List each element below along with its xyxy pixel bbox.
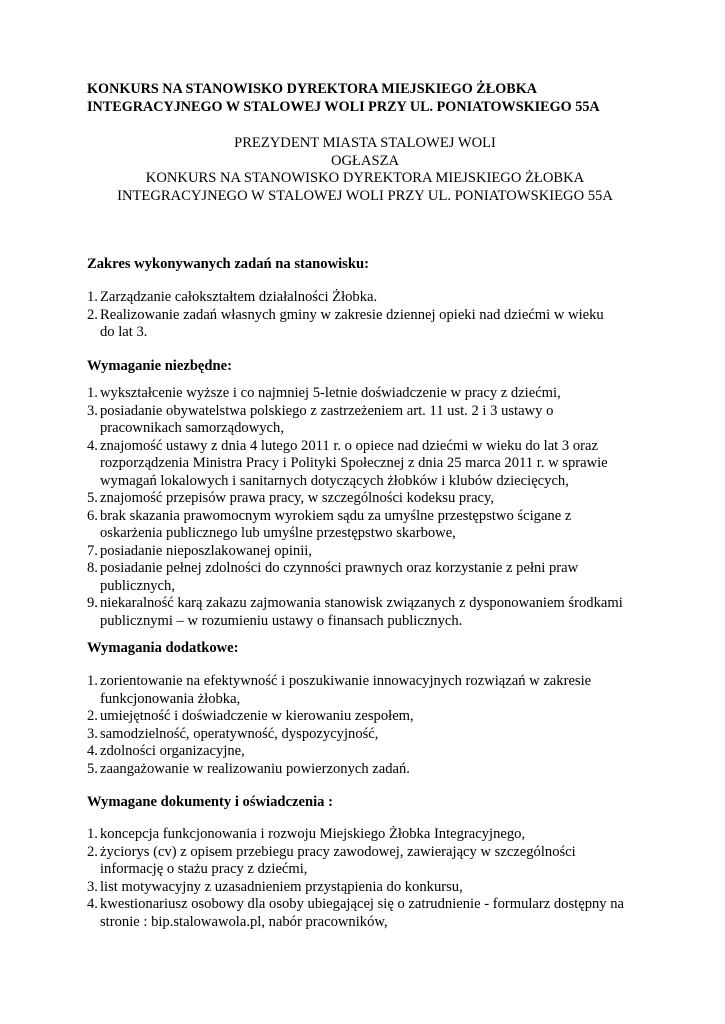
list-item-line: publicznymi – w rozumieniu ustawy o finansach publicznych. xyxy=(100,612,463,629)
list-item-line: umiejętność i doświadczenie w kierowaniu zespołem, xyxy=(100,708,414,724)
list-item-number: 5. xyxy=(87,760,98,777)
announcement-line-2: OGŁASZA xyxy=(330,152,400,169)
list-item-line: niekaralność karą zakazu zajmowania stanowisk związanych z dysponowaniem środkami xyxy=(100,595,623,611)
list-item xyxy=(87,595,647,630)
list-item-text xyxy=(100,543,647,561)
list-item xyxy=(87,289,647,307)
list-item xyxy=(87,673,647,708)
list-item-line: koncepcja funkcjonowania i rozwoju Miejskiego Żłobka Integracyjnego, xyxy=(100,826,526,842)
list-item-number: 4. xyxy=(87,437,98,454)
list-item-text xyxy=(100,490,647,508)
announcement-line-4: INTEGRACYJNEGO W STALOWEJ WOLI PRZY UL. PONIATOWSKIEGO 55A xyxy=(117,187,613,204)
list-item-line: stronie : bip.stalowawola.pl, nabór pracowników, xyxy=(100,913,388,930)
list-item-line: publicznych, xyxy=(100,577,175,594)
list-item-text xyxy=(100,844,647,879)
list-item xyxy=(87,307,647,342)
list-item-text xyxy=(100,438,647,491)
list-item-line: posiadanie obywatelstwa polskiego z zastrzeżeniem art. 11 ust. 2 i 3 ustawy o xyxy=(100,402,554,419)
list-item-line: funkcjonowania żłobka, xyxy=(100,690,241,707)
title-line-2: INTEGRACYJNEGO W STALOWEJ WOLI PRZY UL. PONIATOWSKIEGO 55A xyxy=(87,99,600,115)
list-item-number: 2. xyxy=(87,306,98,323)
list-item-text xyxy=(100,385,647,403)
list-niezbedne xyxy=(87,385,647,630)
list-item-text xyxy=(100,761,647,779)
section-heading-dodatkowe: Wymagania dodatkowe: xyxy=(87,640,239,656)
list-item xyxy=(87,385,647,403)
list-item-text xyxy=(100,826,647,844)
list-item xyxy=(87,826,647,844)
list-item-line: zdolności organizacyjne, xyxy=(100,743,245,759)
list-item-line: informację o stażu pracy z dziećmi, xyxy=(100,861,308,877)
title-line-1: KONKURS NA STANOWISKO DYREKTORA MIEJSKIEGO ŻŁOBKA xyxy=(87,81,538,97)
list-item-text xyxy=(100,307,647,342)
section-heading-niezbedne: Wymaganie niezbędne: xyxy=(87,358,232,374)
list-item-number: 7. xyxy=(87,542,98,559)
list-item xyxy=(87,560,647,595)
list-item-line: wymagań lokalowych i sanitarnych dotyczących żłobków i klubów dziecięcych, xyxy=(100,472,569,489)
list-item-number: 5. xyxy=(87,490,98,506)
list-item-line: oskarżenia publicznego lub umyślne przestępstwo skarbowe, xyxy=(100,525,456,541)
list-item-number: 1. xyxy=(87,826,98,842)
list-item-number: 9. xyxy=(87,595,98,611)
announcement-line-3: KONKURS NA STANOWISKO DYREKTORA MIEJSKIEGO ŻŁOBKA xyxy=(145,170,585,186)
list-item-line: rozporządzenia Ministra Pracy i Polityki Społecznej z dnia 25 marca 2011 r. w sprawie xyxy=(100,455,608,471)
list-item-text xyxy=(100,896,647,931)
section-heading-zakres: Zakres wykonywanych zadań na stanowisku: xyxy=(87,256,369,272)
list-item-line: zaangażowanie w realizowaniu powierzonych zadań. xyxy=(100,760,410,777)
list-item-text xyxy=(100,560,647,595)
list-item xyxy=(87,743,647,761)
list-item-text xyxy=(100,708,647,726)
list-item-number: 6. xyxy=(87,507,98,524)
list-item-number: 1. xyxy=(87,385,98,401)
list-item xyxy=(87,438,647,491)
list-item-number: 8. xyxy=(87,560,98,576)
list-item-text xyxy=(100,289,647,307)
list-item xyxy=(87,403,647,438)
list-item-number: 1. xyxy=(87,673,98,689)
list-item-text xyxy=(100,403,647,438)
list-item-text xyxy=(100,726,647,744)
list-item xyxy=(87,761,647,779)
list-item-line: kwestionariusz osobowy dla osoby ubiegającej się o zatrudnienie - formularz dostępny na xyxy=(100,896,625,912)
document-title xyxy=(87,80,687,116)
list-item-text xyxy=(100,673,647,708)
list-item-line: zorientowanie na efektywność i poszukiwanie innowacyjnych rozwiązań w zakresie xyxy=(100,673,592,689)
list-zakres xyxy=(87,289,647,342)
list-item-line: pracownikach samorządowych, xyxy=(100,420,284,436)
list-item xyxy=(87,844,647,879)
list-item-line: Zarządzanie całokształtem działalności Żłobka. xyxy=(100,289,378,305)
list-item-number: 3. xyxy=(87,402,98,419)
list-item xyxy=(87,879,647,897)
list-item xyxy=(87,543,647,561)
list-item-number: 4. xyxy=(87,743,98,759)
list-item xyxy=(87,726,647,744)
list-item-line: wykształcenie wyższe i co najmniej 5-letnie doświadczenie w pracy z dziećmi, xyxy=(100,385,561,401)
list-item-text xyxy=(100,743,647,761)
list-item-line: Realizowanie zadań własnych gminy w zakresie dziennej opieki nad dziećmi w wieku xyxy=(100,306,604,323)
list-item-line: samodzielność, operatywność, dyspozycyjność, xyxy=(100,725,379,742)
list-item-line: do lat 3. xyxy=(100,324,148,340)
list-item-number: 2. xyxy=(87,843,98,860)
list-item-number: 1. xyxy=(87,289,98,305)
list-item xyxy=(87,708,647,726)
list-dokumenty xyxy=(87,826,647,931)
list-dodatkowe xyxy=(87,673,647,778)
section-heading-dokumenty: Wymagane dokumenty i oświadczenia : xyxy=(87,794,333,810)
list-item xyxy=(87,508,647,543)
list-item-line: znajomość przepisów prawa pracy, w szczególności kodeksu pracy, xyxy=(100,490,495,506)
announcement-line-1: PREZYDENT MIASTA STALOWEJ WOLI xyxy=(234,135,496,151)
list-item-number: 3. xyxy=(87,878,98,895)
list-item xyxy=(87,896,647,931)
list-item-text xyxy=(100,879,647,897)
list-item-line: posiadanie pełnej zdolności do czynności prawnych oraz korzystanie z pełni praw xyxy=(100,560,579,576)
list-item-number: 2. xyxy=(87,708,98,724)
list-item-number: 4. xyxy=(87,896,98,912)
list-item-text xyxy=(100,595,647,630)
list-item-line: znajomość ustawy z dnia 4 lutego 2011 r. o opiece nad dziećmi w wieku do lat 3 oraz xyxy=(100,437,598,454)
list-item-line: list motywacyjny z uzasadnieniem przystąpienia do konkursu, xyxy=(100,878,463,895)
list-item-line: życiorys (cv) z opisem przebiegu pracy zawodowej, zawierający w szczególności xyxy=(100,843,576,860)
list-item-text xyxy=(100,508,647,543)
list-item xyxy=(87,490,647,508)
list-item-number: 3. xyxy=(87,725,98,742)
list-item-line: posiadanie nieposzlakowanej opinii, xyxy=(100,542,312,559)
announcement-block xyxy=(60,135,670,205)
list-item-line: brak skazania prawomocnym wyrokiem sądu za umyślne przestępstwo ścigane z xyxy=(100,507,572,524)
